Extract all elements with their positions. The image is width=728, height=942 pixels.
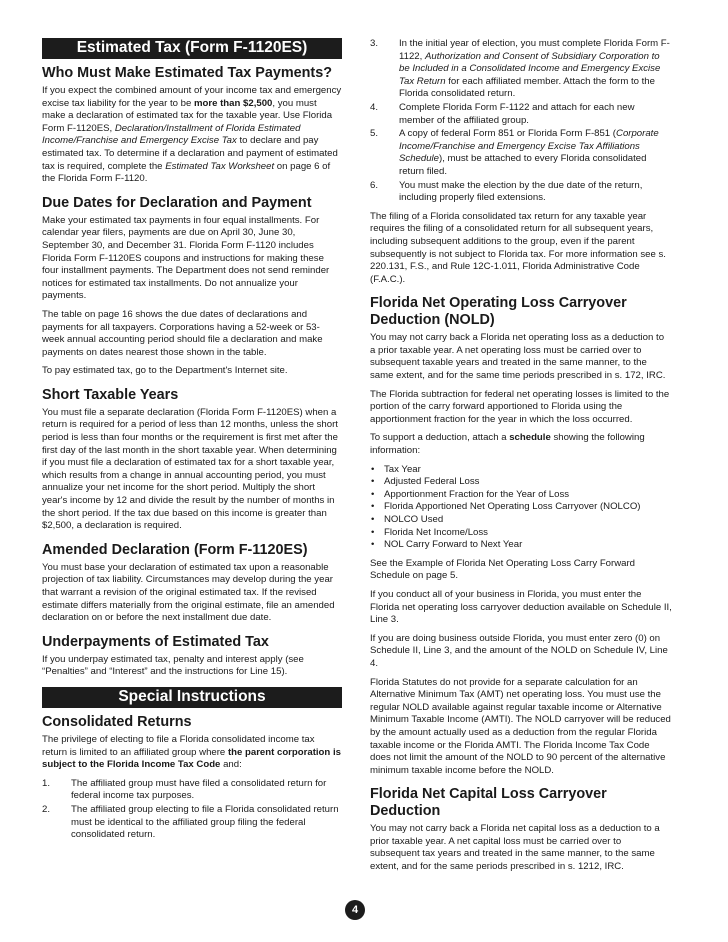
who-must-heading: Who Must Make Estimated Tax Payments? [42,65,333,81]
list-item: 5. A copy of federal Form 851 or Florida Form F-851 (Corporate Income/Franchise and Emergency Excise Tax Affiliations Schedule), must be attached to every Florida consolidated return filed. [370,128,659,177]
who-must-paragraph: If you expect the combined amount of your income tax and emergency excise tax liability for the year to be more than $2,500, you must make a declaration of estimated tax for the taxable year. Use Florida Form F-1120ES, Declaration/Installment of Florida Estimated Income/Franchise and Emergency Excise Tax to declare and pay estimated tax. To determine if a declaration and payment of estimated tax is required, complete the Estimated Tax Worksheet on page 6 of the Florida Form F-1120. [42,85,342,185]
list-item: • Florida Apportioned Net Operating Loss Carryover (NOLCO) [371,501,641,513]
nold-paragraph-5: If you conduct all of your business in Florida, you must enter the Florida net operating loss carryover deduction available on Schedule II, Line 3. [370,588,672,626]
short-taxable-years-heading: Short Taxable Years [42,386,179,403]
list-item: 1. The affiliated group must have filed a consolidated return for federal income tax purposes. [42,777,327,802]
nold-heading: Florida Net Operating Loss Carryover Deduction (NOLD) [370,295,627,329]
list-item: • Tax Year [371,463,421,475]
due-dates-paragraph-3: To pay estimated tax, go to the Department's Internet site. [42,365,288,377]
nold-paragraph-7: Florida Statutes do not provide for a separate calculation for an Alternative Minimum Tax (AMT) net operating loss. You must use the regular NOLD available against regular taxable income or Alternative Minimum Taxable Income (AMTI). The NOLD carryover will be reduced by the amount actually used as a deduction from the regular Florida taxable income or the Florida AMTI. The Florida Income Tax Code does not limit the amount of the NOLD to 90 percent of the alternative minimum taxable income before the NOLD. [370,676,671,776]
due-dates-paragraph-1: Make your estimated tax payments in four equal installments. For calendar year filers, payments are due on April 30, June 30, September 30, and December 31. Florida Form F-1120 includes Florida Form F-1120ES coupons and instructions for making these four installment payments. The Department does not send reminder notices for estimated tax installments. Do not annualize your payments. [42,214,330,302]
capital-loss-heading: Florida Net Capital Loss Carryover Deduction [370,786,607,820]
consolidated-returns-heading: Consolidated Returns [42,713,192,730]
estimated-tax-banner: Estimated Tax (Form F-1120ES) [42,38,342,59]
nold-paragraph-4: See the Example of Florida Net Operating Loss Carry Forward Schedule on page 5. [370,557,636,582]
list-item: • Florida Net Income/Loss [371,526,488,538]
right-column [370,38,672,880]
underpayments-heading: Underpayments of Estimated Tax [42,633,269,650]
left-column [42,38,342,848]
short-taxable-years-paragraph: You must file a separate declaration (Florida Form F-1120ES) when a return is required for a period of less than 12 months, unless the short period is less than four months or the requirement is first met after the first day of the last month in the short taxable year. When determining if you must file a declaration of estimated tax for a short taxable year, which results from a change in annual accounting period, you must annualize your net income for the short period. Multiply the short year's income by 12 and divide the result by the number of months in the short period. If the tax due based on this income is greater than $2,500, a declaration is required. [42,406,338,532]
due-dates-paragraph-2: The table on page 16 shows the due dates of declarations and payments for all taxpayers. Corporations having a 52-week or 53-week annual accounting period should file a declaration and make payments on dates nearest those shown in the table. [42,308,323,358]
page-number-badge: 4 [345,900,365,920]
list-item: • Adjusted Federal Loss [371,476,480,488]
list-item: • Apportionment Fraction for the Year of Loss [371,488,570,500]
list-item: 3. In the initial year of election, you must complete Florida Form F-1122, Authorization and Consent of Subsidiary Corporation to be Included in a Consolidated Income and Emergency Excise Tax Return for each affiliated member. Attach the form to the Florida consolidated return. [370,38,670,100]
consolidated-requirements-list-continued [370,38,672,205]
nold-paragraph-2: The Florida subtraction for federal net operating losses is limited to the portion of the carry forward apportioned to Florida using the apportionment fraction for the year in which the loss occurred. [370,388,670,425]
amended-declaration-heading: Amended Declaration (Form F-1120ES) [42,541,308,558]
amended-declaration-paragraph: You must base your declaration of estimated tax upon a reasonable projection of tax liability. Circumstances may develop during the year that warrant a revision of the original estimated tax. If the revised estimate differs materially from the original estimate, file an amended declaration on or before the next installment due date. [42,561,335,624]
list-item: • NOL Carry Forward to Next Year [371,539,523,551]
due-dates-heading: Due Dates for Declaration and Payment [42,194,312,211]
list-item: 6. You must make the election by the due date of the return, including properly filed extensions. [370,179,643,204]
consolidated-returns-paragraph: The privilege of electing to file a Florida consolidated income tax return is limited to an affiliated group where the parent corporation is subject to the Florida Income Tax Code and: [42,733,341,771]
underpayments-paragraph: If you underpay estimated tax, penalty and interest apply (see “Penalties” and “Interest” and the instructions for Line 15). [42,653,304,678]
list-item: 4. Complete Florida Form F-1122 and attach for each new member of the affiliated group. [370,101,635,126]
consolidated-filing-paragraph: The filing of a Florida consolidated tax return for any taxable year requires the filing of a consolidated return for all subsequent years, including subsequent additions to the group, even if the parent subsequently is not subject to Florida tax. For more information see s. 220.131, F.S., and Rule 12C-1.011, Florida Administrative Code (F.A.C.). [370,210,666,285]
list-item: • NOLCO Used [371,514,444,525]
nold-paragraph-1: You may not carry back a Florida net operating loss as a deduction to a prior taxable year. A net operating loss must be carried over to subsequent taxable years and treated in the same manner, to the same extent, and for the same time periods prescribed in s. 172, IRC. [370,332,666,382]
capital-loss-paragraph: You may not carry back a Florida net capital loss as a deduction to a prior taxable year. A net capital loss must be carried over to subsequent tax years and treated in the same manner, to the same extent, and for the same periods prescribed in s. 1212, IRC. [370,823,660,873]
list-item: 2. The affiliated group electing to file a Florida consolidated return must be identical to the affiliated group filing the federal consolidated return. [42,803,339,841]
nold-paragraph-6: If you are doing business outside Florida, you must enter zero (0) on Schedule II, Line 3, and the amount of the NOLD on Schedule IV, Line 4. [370,632,668,669]
special-instructions-banner: Special Instructions [42,687,342,708]
nold-paragraph-3: To support a deduction, attach a schedule showing the following information: [370,432,645,457]
consolidated-requirements-list [42,778,342,842]
schedule-information-list [370,464,672,552]
